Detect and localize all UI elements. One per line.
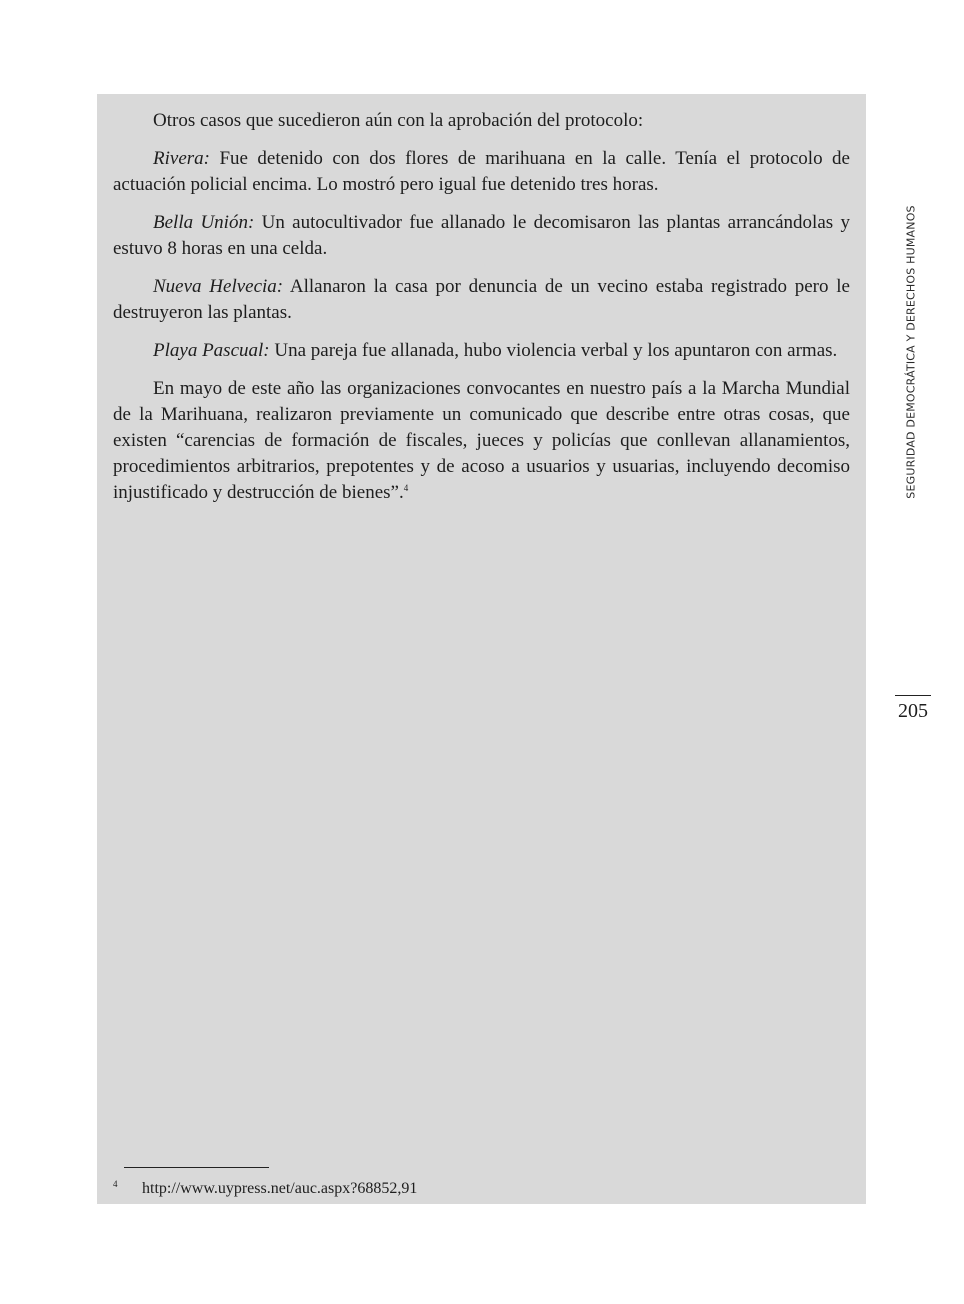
case-place: Rivera: <box>153 148 210 169</box>
body-text <box>113 108 850 518</box>
footnote-divider <box>124 1167 269 1168</box>
page-panel <box>97 94 866 1204</box>
case-paragraph-rivera <box>113 146 850 198</box>
footnote-number: 4 <box>113 1179 118 1189</box>
case-text: Una pareja fue allanada, hubo violencia verbal y los apuntaron con armas. <box>269 340 838 361</box>
case-place: Bella Unión: <box>153 212 255 233</box>
footnote-reference[interactable]: 4 <box>403 483 409 493</box>
intro-paragraph: Otros casos que sucedieron aún con la aprobación del protocolo: <box>153 110 644 131</box>
page-number: 205 <box>898 700 928 722</box>
case-text: Fue detenido con dos flores de marihuana en la calle. Tenía el protocolo de actuación policial encima. Lo mostró pero igual fue detenido tres horas. <box>113 148 850 195</box>
running-head: SEGURIDAD DEMOCRÁTICA Y DERECHOS HUMANOS <box>904 205 918 499</box>
closing-paragraph <box>113 376 850 506</box>
case-paragraph-playa-pascual <box>113 338 850 364</box>
case-text: Un autocultivador fue allanado le decomisaron las plantas arrancándolas y estuvo 8 horas en una celda. <box>113 212 850 259</box>
case-place: Playa Pascual: <box>153 340 270 361</box>
footnote-link[interactable]: http://www.uypress.net/auc.aspx?68852,91 <box>142 1180 418 1197</box>
case-place: Nueva Helvecia: <box>153 276 284 297</box>
case-text: Allanaron la casa por denuncia de un vecino estaba registrado pero le destruyeron las plantas. <box>113 276 850 323</box>
case-paragraph-bella-union <box>113 210 850 262</box>
case-paragraph-nueva-helvecia <box>113 274 850 326</box>
closing-text: En mayo de este año las organizaciones convocantes en nuestro país a la Marcha Mundial de la Marihuana, realizaron previamente un comunicado que describe entre otras cosas, que existen “carencias de formación de fiscales, jueces y policías que conllevan allanamientos, procedimientos arbitrarios, prepotentes y de acoso a usuarios y usuarias, incluyendo decomiso injustificado y destrucción de bienes”. <box>113 378 850 503</box>
page-number-rule <box>895 695 931 696</box>
footnote <box>113 1174 417 1199</box>
